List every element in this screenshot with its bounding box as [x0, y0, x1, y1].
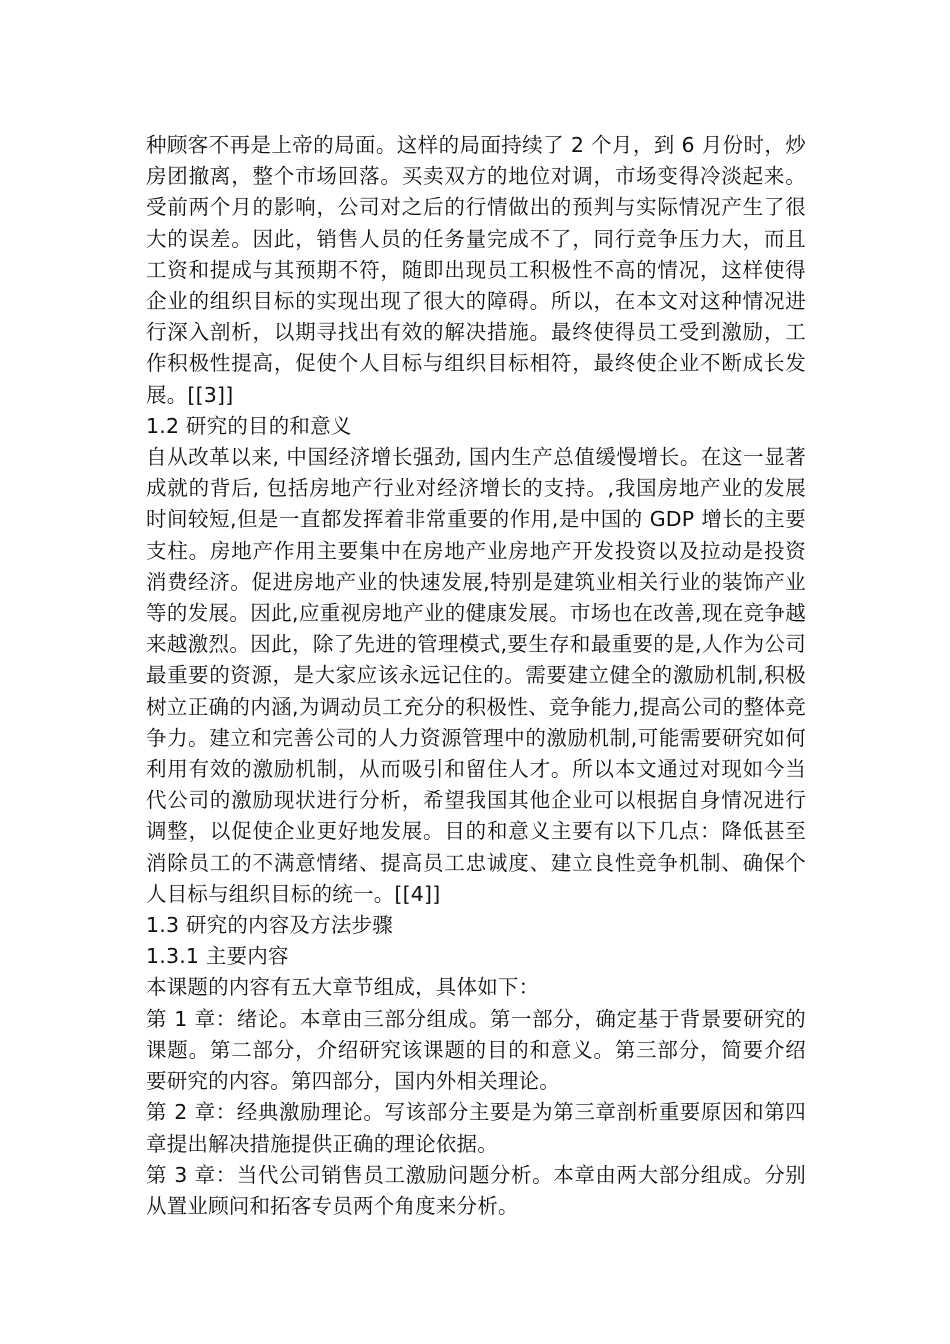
intro-paragraph: 种顾客不再是上帝的局面。这样的局面持续了 2 个月，到 6 月份时，炒房团撤离，整个市场回落。买卖双方的地位对调，市场变得冷淡起来。受前两个月的影响，公司对之后的行情做出的预判与实际情况产生了很大的误差。因此，销售人员的任务量完成不了，同行竞争压力大，而且工资和提成与其预期不符，随即出现员工积极性不高的情况，这样使得企业的组织目标的实现出现了很大的障碍。所以，在本文对这种情况进行深入剖析，以期寻找出有效的解决措施。最终使得员工受到激励，工作积极性提高，促使个人目标与组织目标相符，最终使企业不断成长发展。[[3]] [146, 133, 806, 407]
chapter-3-item: 第 3 章：当代公司销售员工激励问题分析。本章由两大部分组成。分别从置业顾问和拓客专员两个角度来分析。 [146, 1162, 806, 1218]
section-heading-1-3-1: 1.3.1 主要内容 [146, 944, 289, 969]
section-1-3-1-paragraph: 本课题的内容有五大章节组成，具体如下： [146, 975, 540, 1000]
chapter-2-item: 第 2 章：经典激励理论。写该部分主要是为第三章剖析重要原因和第四章提出解决措施提供正确的理论依据。 [146, 1100, 806, 1156]
section-heading-1-3: 1.3 研究的内容及方法步骤 [146, 913, 393, 938]
document-body [146, 130, 806, 1222]
section-heading-1-2: 1.2 研究的目的和意义 [146, 413, 352, 438]
section-1-2-paragraph: 自从改革以来, 中国经济增长强劲, 国内生产总值缓慢增长。在这一显著成就的背后, 包括房地产行业对经济增长的支持。,我国房地产业的发展时间较短,但是一直都发挥着非常重要的作用,是中国的 GDP 增长的主要支柱。房地产作用主要集中在房地产业房地产开发投资以及拉动是投资消费经济。促进房地产业的快速发展,特别是建筑业相关行业的装饰产业等的发展。因此,应重视房地产业的健康发展。市场也在改善,现在竞争越来越激烈。因此，除了先进的管理模式,要生存和最重要的是,人作为公司最重要的资源，是大家应该永远记住的。需要建立健全的激励机制,积极树立正确的内涵,为调动员工充分的积极性、竞争能力,提高公司的整体竞争力。建立和完善公司的人力资源管理中的激励机制,可能需要研究如何利用有效的激励机制，从而吸引和留住人才。所以本文通过对现如今当代公司的激励现状进行分析，希望我国其他企业可以根据自身情况进行调整，以促使企业更好地发展。目的和意义主要有以下几点：降低甚至消除员工的不满意情绪、提高员工忠诚度、建立良性竞争机制、确保个人目标与组织目标的统一。[[4]] [146, 445, 806, 906]
chapter-1-item: 第 1 章：绪论。本章由三部分组成。第一部分，确定基于背景要研究的课题。第二部分，介绍研究该课题的目的和意义。第三部分，简要介绍要研究的内容。第四部分，国内外相关理论。 [146, 1006, 806, 1094]
